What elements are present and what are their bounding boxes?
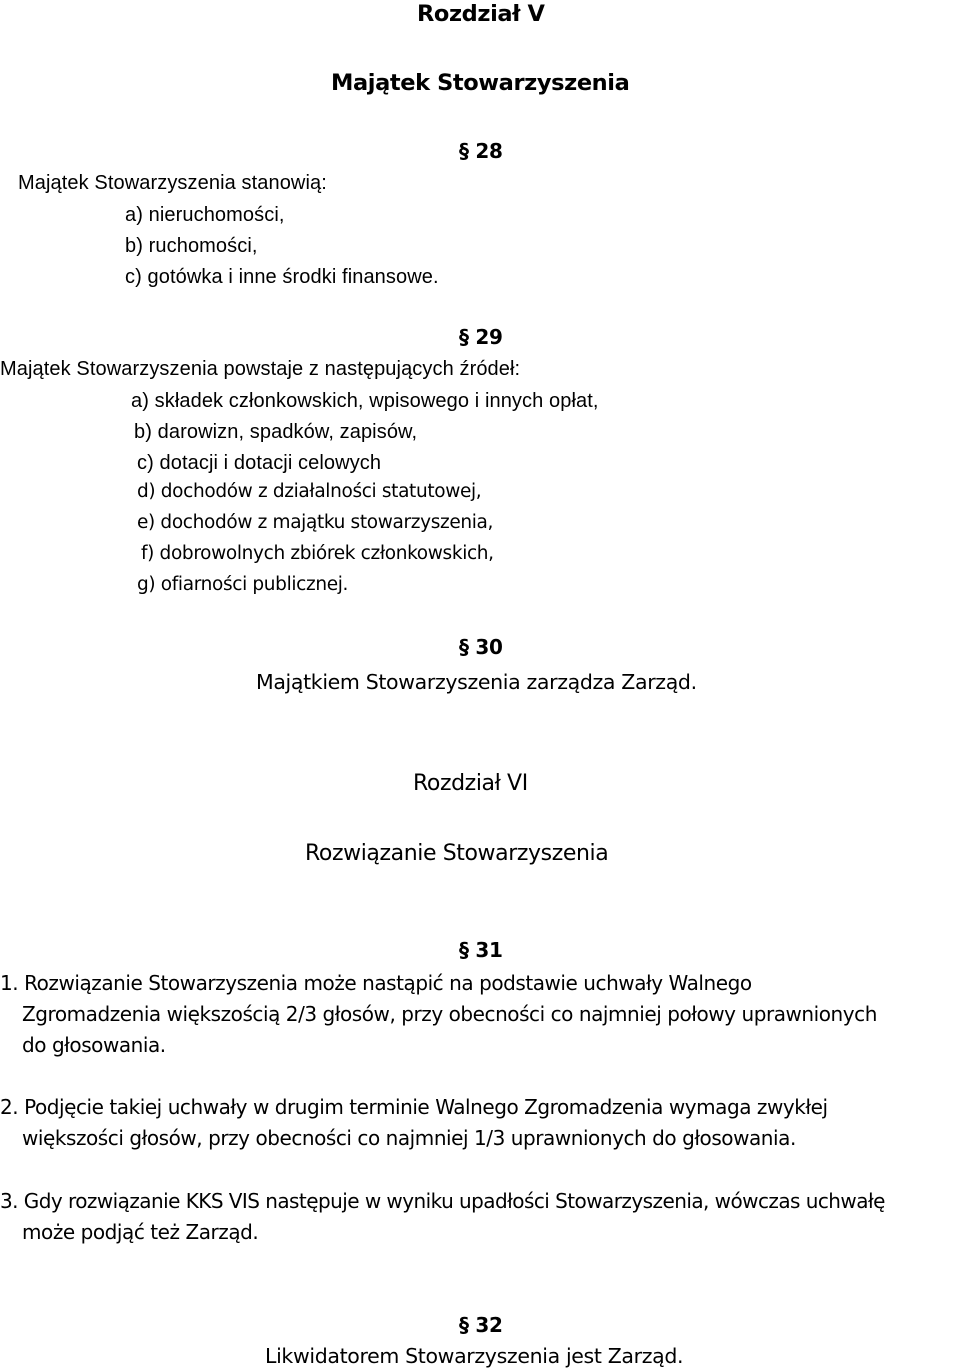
paragraph-29-item-g: g) ofiarności publicznej. xyxy=(137,574,349,595)
paragraph-31-label: § 31 xyxy=(459,938,503,962)
paragraph-31-point-1-line-2: Zgromadzenia większością 2/3 głosów, przy obecności co najmniej połowy uprawnionych xyxy=(22,1002,877,1026)
paragraph-32-label: § 32 xyxy=(459,1313,503,1337)
paragraph-29-item-b: b) darowizn, spadków, zapisów, xyxy=(134,421,418,443)
paragraph-30-label: § 30 xyxy=(459,635,503,659)
paragraph-29-label: § 29 xyxy=(459,325,503,349)
paragraph-31-point-2-line-1: 2. Podjęcie takiej uchwały w drugim terminie Walnego Zgromadzenia wymaga zwykłej xyxy=(0,1095,828,1119)
paragraph-31-point-3-line-2: może podjąć też Zarząd. xyxy=(22,1220,259,1244)
paragraph-28-item-a: a) nieruchomości, xyxy=(125,204,285,226)
paragraph-29-item-d: d) dochodów z działalności statutowej, xyxy=(137,481,482,502)
paragraph-30-text: Majątkiem Stowarzyszenia zarządza Zarząd. xyxy=(256,670,697,694)
paragraph-31-point-2-line-2: większości głosów, przy obecności co najmniej 1/3 uprawnionych do głosowania. xyxy=(22,1126,796,1150)
paragraph-29-item-a: a) składek członkowskich, wpisowego i innych opłat, xyxy=(131,390,599,412)
chapter-vi-title: Rozwiązanie Stowarzyszenia xyxy=(305,841,609,866)
paragraph-29-item-c: c) dotacji i dotacji celowych xyxy=(137,452,382,474)
paragraph-28-intro: Majątek Stowarzyszenia stanowią: xyxy=(18,172,327,194)
paragraph-28-label: § 28 xyxy=(459,139,503,163)
paragraph-29-intro: Majątek Stowarzyszenia powstaje z następujących źródeł: xyxy=(0,358,521,380)
chapter-v-title: Majątek Stowarzyszenia xyxy=(331,70,630,96)
paragraph-28-item-c: c) gotówka i inne środki finansowe. xyxy=(125,266,439,288)
paragraph-32-text: Likwidatorem Stowarzyszenia jest Zarząd. xyxy=(265,1344,684,1368)
paragraph-31-point-1-line-1: 1. Rozwiązanie Stowarzyszenia może nastąpić na podstawie uchwały Walnego xyxy=(0,971,752,995)
paragraph-31-point-1-line-3: do głosowania. xyxy=(22,1033,166,1057)
paragraph-31-point-3-line-1: 3. Gdy rozwiązanie KKS VIS następuje w wyniku upadłości Stowarzyszenia, wówczas uchwałę xyxy=(0,1189,885,1213)
chapter-vi-heading: Rozdział VI xyxy=(413,771,528,796)
paragraph-29-item-f: f) dobrowolnych zbiórek członkowskich, xyxy=(141,543,494,564)
paragraph-28-item-b: b) ruchomości, xyxy=(125,235,258,257)
chapter-v-heading: Rozdział V xyxy=(417,1,545,27)
paragraph-29-item-e: e) dochodów z majątku stowarzyszenia, xyxy=(137,512,494,533)
